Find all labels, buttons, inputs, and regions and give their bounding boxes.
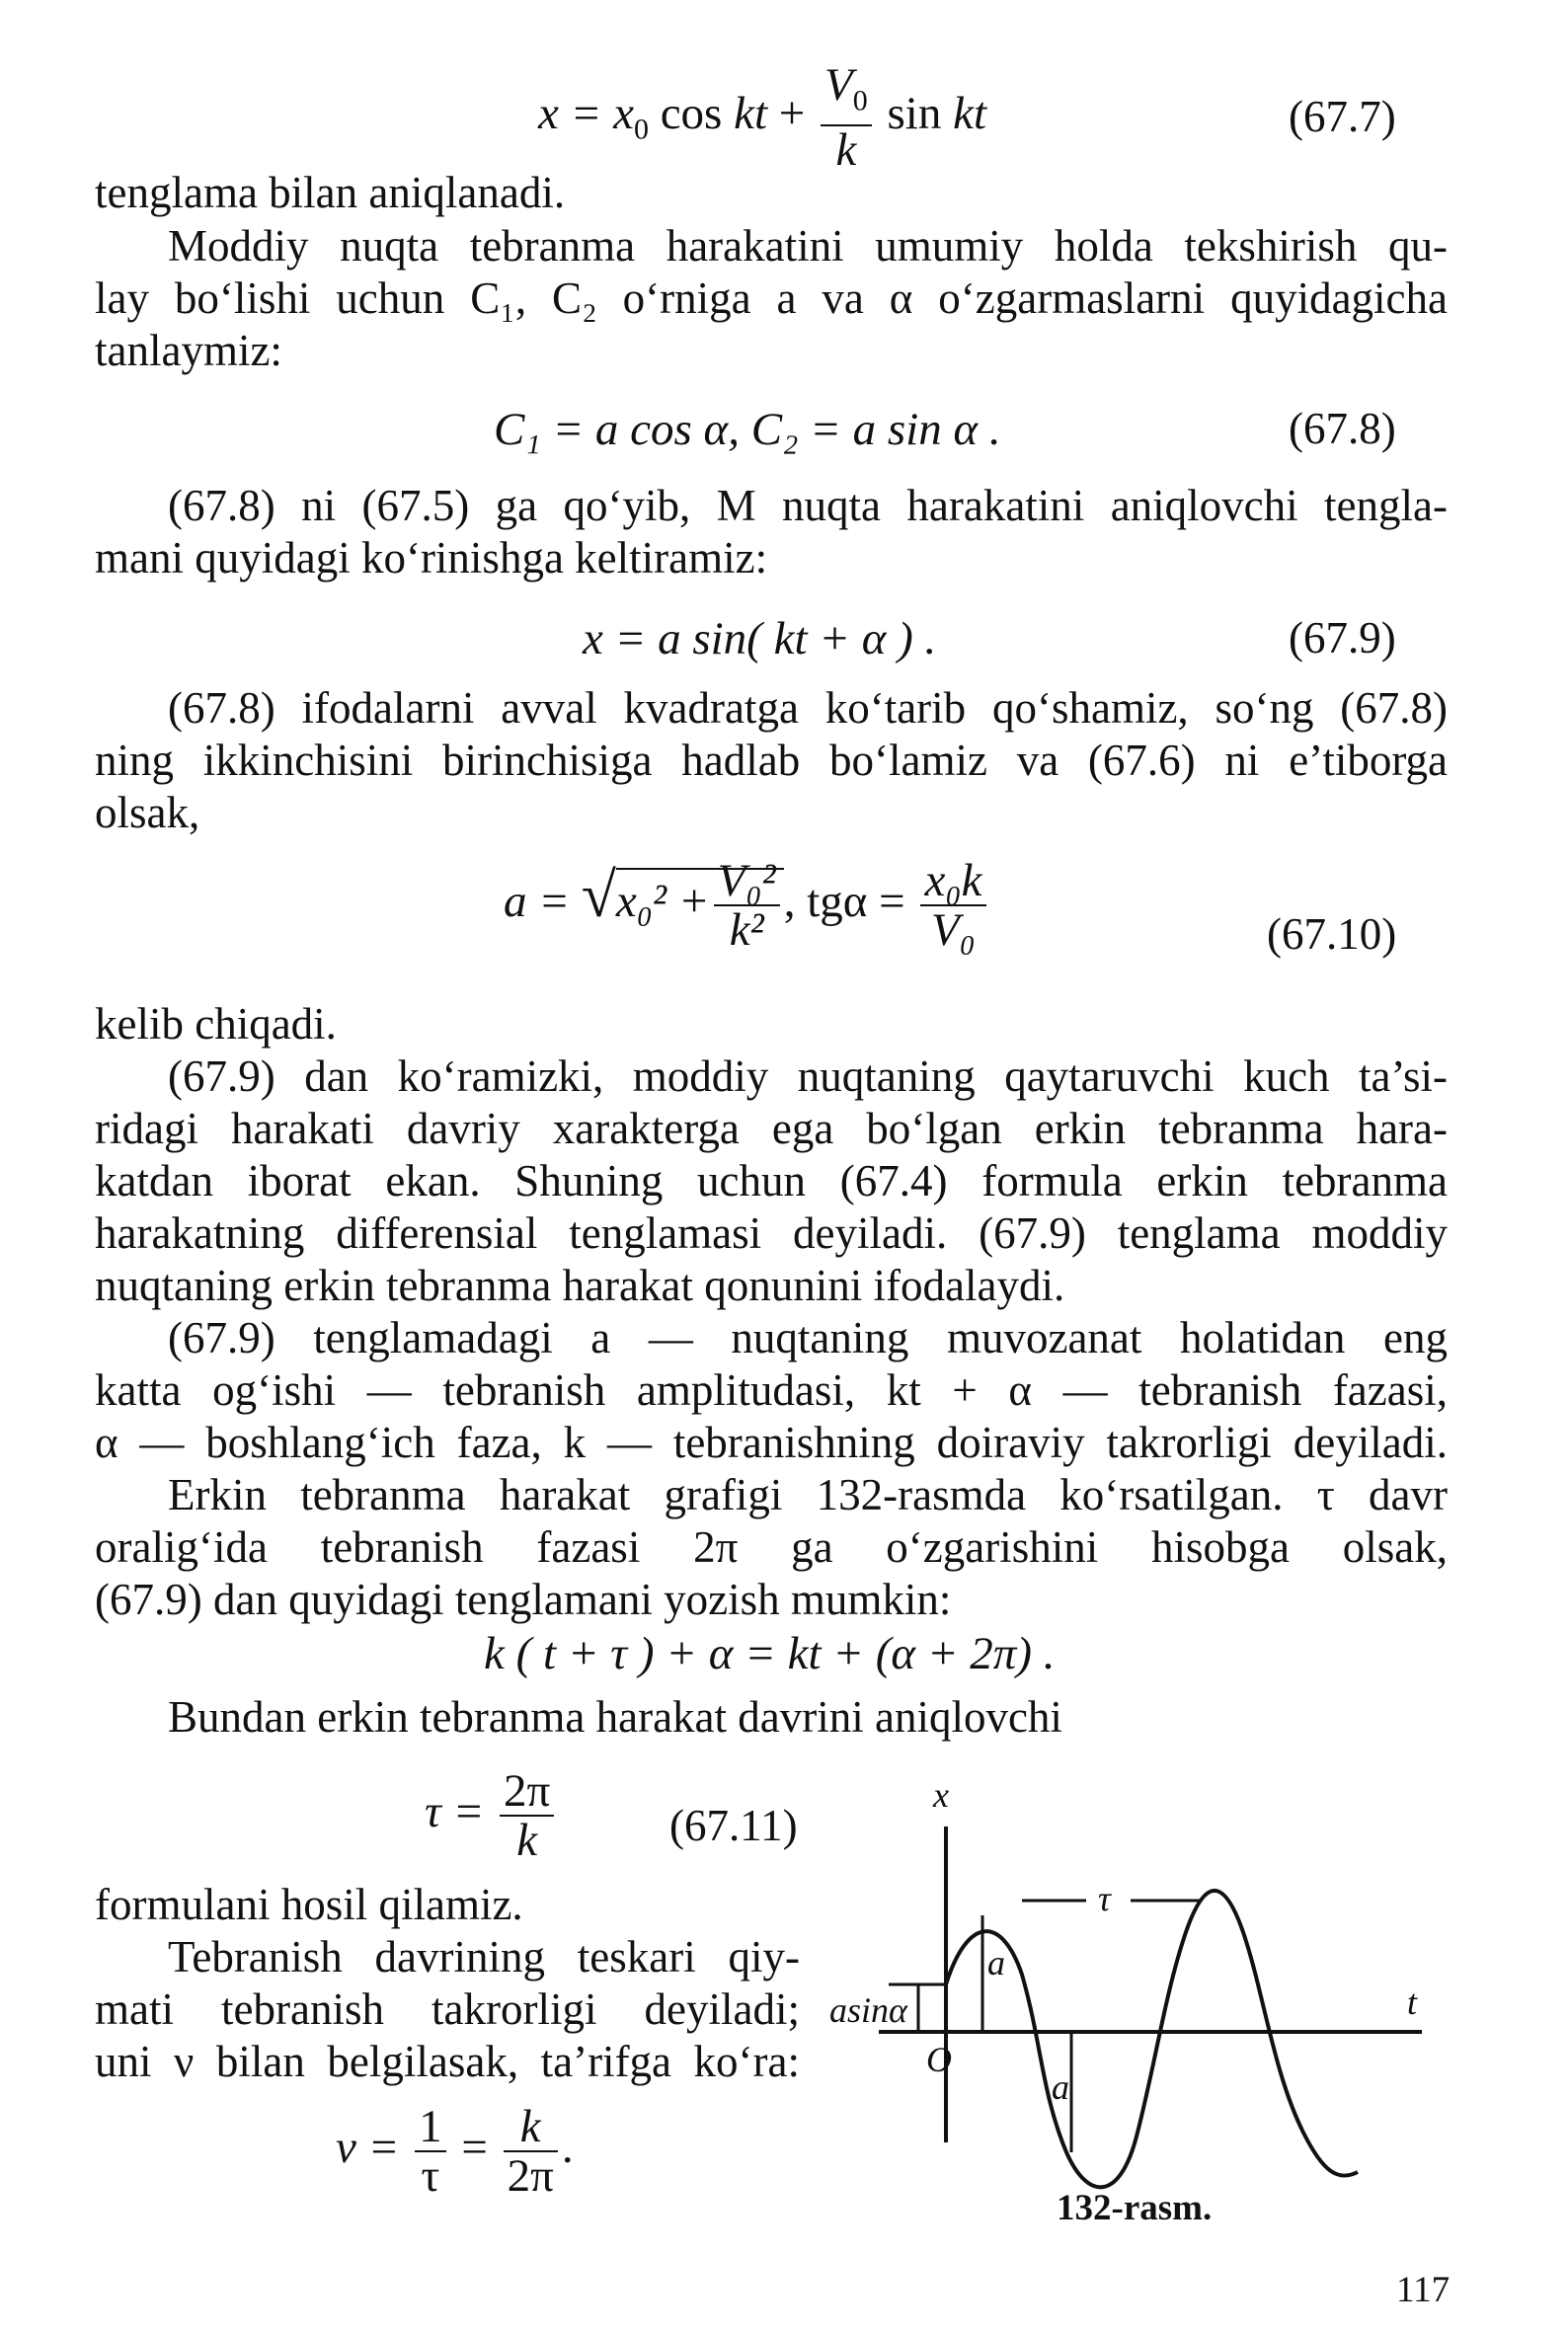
frac-den: k [835,124,857,177]
fraction [415,2103,446,2200]
frac-den: τ [421,2150,440,2202]
frac-num [821,61,872,126]
text-line: Erkin tebranma harakat grafigi 132-rasmda ko‘rsatilgan. τ davr [168,1470,1448,1519]
fraction [821,59,872,177]
sqrt-sign: √ [581,859,616,930]
page-number: 117 [1396,2270,1450,2310]
equation-number: (67.8) [1289,404,1396,453]
text-line: (67.9) dan quyidagi tenglamani yozish mumkin: [95,1575,952,1624]
text-line: katta og‘ishi — tebranish amplitudasi, kt + α — tebranish fazasi, [95,1365,1448,1415]
equation-67-7 [538,59,987,177]
eq-text: x = x [538,87,634,139]
equation-period: k ( t + τ ) + α = kt + (α + 2π) . [484,1628,1056,1679]
equation-67-8: C₁ = a cos α, C₂ = a sin α . [494,404,1001,455]
text-line: harakatning differensial tenglamasi deyiladi. (67.9) tenglama moddiy [95,1208,1448,1258]
text-line: olsak, [95,788,200,837]
text-line: mati tebranish takrorligi deyiladi; [95,1984,800,2034]
amplitude-label-top: a [987,1943,1005,1982]
text-line: lay bo‘lishi uchun C₁, C₂ o‘rniga a va α o‘zgarmaslarni quyidagicha [95,273,1448,323]
frac-num: V₀² [714,857,780,906]
sqrt-body [615,855,784,956]
figure-caption: 132-rasm. [1057,2188,1213,2228]
eq-sub: 0 [852,84,868,117]
frac-num: x₀k [920,857,985,906]
text-line: uni ν bilan belgilasak, ta’rifga ko‘ra: [95,2037,800,2086]
text-line: Tebranish davrining teskari qiy- [168,1932,800,1982]
eq-text: sin [887,87,954,139]
axis-label-t: t [1407,1982,1418,2022]
text-line: kelib chiqadi. [95,999,337,1049]
amplitude-label-bottom: a [1052,2067,1069,2107]
text-line: tanlaymiz: [95,326,282,375]
axis-label-x: x [933,1777,949,1815]
eq-text: cos [648,87,735,139]
text-line: α — boshlang‘ich faza, k — tebranishning doiraviy takrorligi deyiladi. [95,1418,1448,1467]
frac-num: 2π [500,1767,554,1817]
text-line: mani quyidagi ko‘rinishga keltiramiz: [95,533,768,583]
eq-text: . [561,2121,574,2173]
text-line: (67.8) ifodalarni avval kvadratga ko‘tarib qo‘shamiz, so‘ng (67.8) [168,683,1448,733]
eq-text: = [461,2121,488,2173]
equation-nu [336,2103,574,2200]
oscillation-graph [829,1777,1442,2221]
frac-num: 1 [415,2103,446,2152]
frac-den: k [516,1815,538,1866]
text-line: Moddiy nuqta tebranma harakatini umumiy holda tekshirish qu- [168,221,1448,271]
equation-number: (67.11) [669,1801,798,1850]
oscillation-curve [946,1891,1358,2187]
text-line: oralig‘ida tebranish fazasi 2π ga o‘zgarishini hisobga olsak, [95,1522,1448,1572]
text-line: formulani hosil qilamiz. [95,1880,523,1929]
text-line: (67.9) dan ko‘ramizki, moddiy nuqtaning qaytaruvchi kuch ta’si- [168,1051,1448,1101]
fraction [500,1767,554,1864]
fraction [714,857,780,954]
eq-text: kt [734,87,768,139]
text-line: Bundan erkin tebranma harakat davrini aniqlovchi [168,1692,1062,1742]
text-line: katdan iborat ekan. Shuning uchun (67.4) formula erkin tebranma [95,1156,1448,1205]
frac-den: k² [729,904,764,956]
equation-67-10 [504,857,990,954]
eq-text: , tgα = [783,875,905,927]
equation-number: (67.10) [1267,909,1397,959]
frac-den: 2π [507,2150,554,2202]
asin-label: asinα [829,1990,907,2030]
frac-num: k [504,2103,558,2152]
text-line: (67.9) tenglamadagi a — nuqtaning muvozanat holatidan eng [168,1313,1448,1362]
eq-text: τ = [425,1785,485,1837]
fraction [920,857,985,954]
origin-label: O [926,2040,952,2079]
eq-text: + [767,87,818,139]
equation-67-11 [425,1767,558,1864]
eq-sub: 0 [633,113,649,146]
fraction [504,2103,558,2200]
text-line: nuqtaning erkin tebranma harakat qonunini ifodalaydi. [95,1261,1065,1310]
text-line: (67.8) ni (67.5) ga qo‘yib, M nuqta harakatini aniqlovchi tengla- [168,481,1448,530]
text-line: ridagi harakati davriy xarakterga ega bo‘lgan erkin tebranma hara- [95,1104,1448,1153]
frac-den: V₀ [930,904,977,956]
equation-number: (67.7) [1289,92,1396,141]
eq-text: ν = [336,2121,400,2173]
tau-label: τ [1098,1879,1111,1918]
eq-text: a = [504,875,570,927]
text-line: ning ikkinchisini birinchisiga hadlab bo‘lamiz va (67.6) ni e’tiborga [95,736,1448,785]
equation-number: (67.9) [1289,613,1396,662]
equation-67-9: x = a sin( kt + α ) . [583,613,937,664]
eq-text: V [824,59,853,111]
text-line: tenglama bilan aniqlanadi. [95,168,566,217]
eq-text: kt [953,87,987,139]
eq-text: x₀² + [615,875,710,927]
